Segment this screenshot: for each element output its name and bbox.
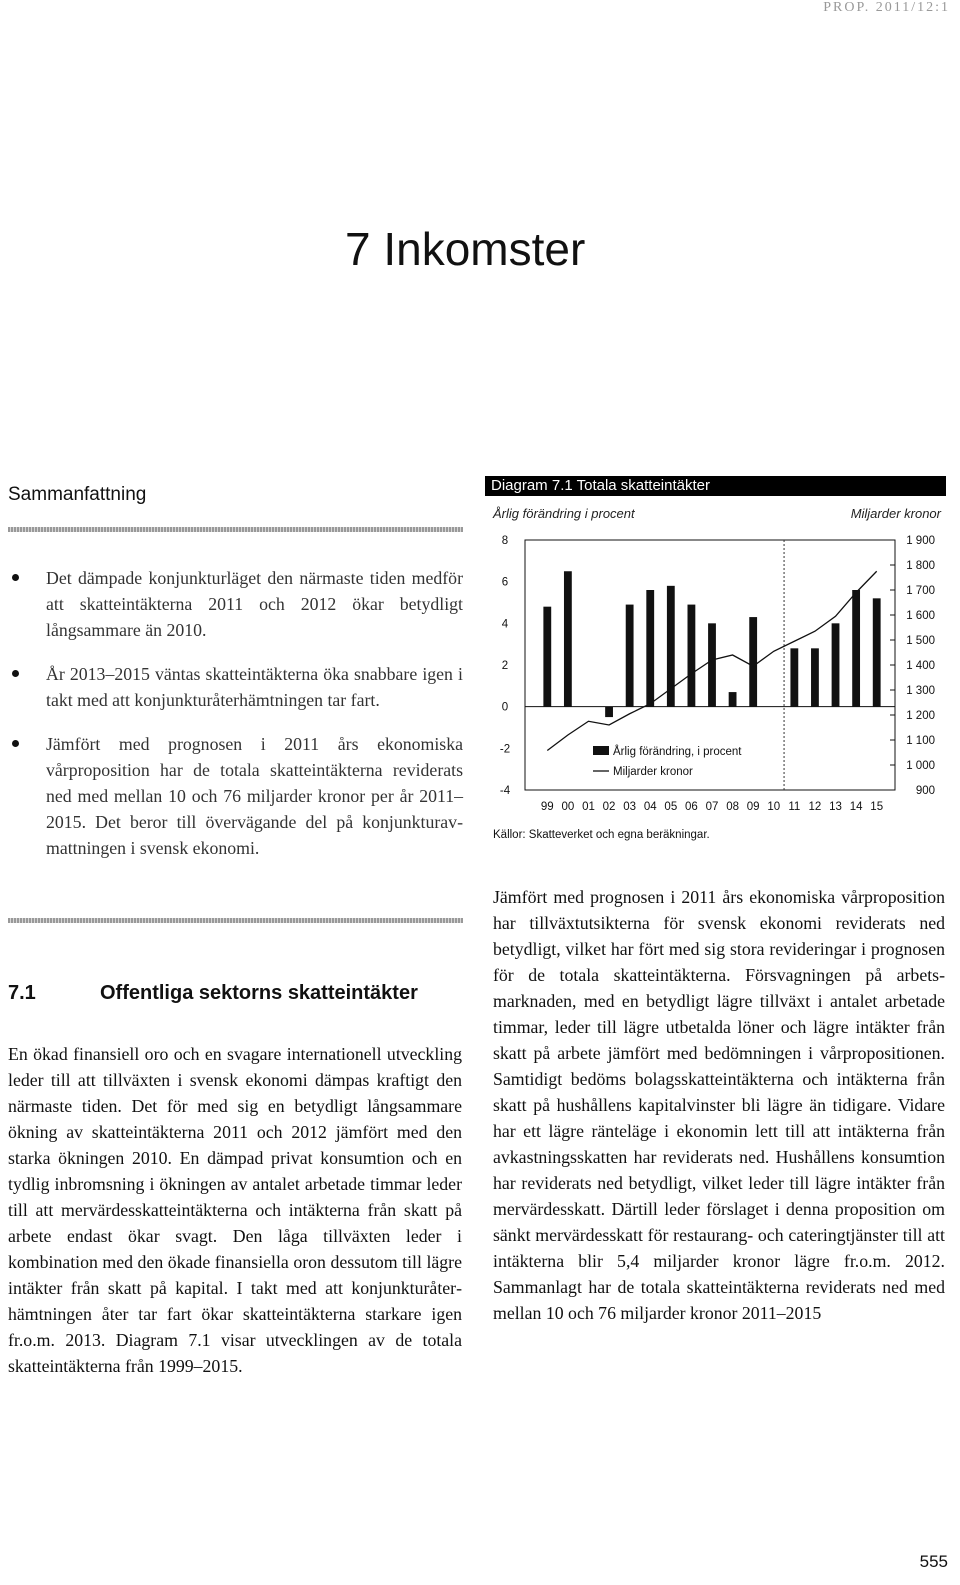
x-tick-label: 07 (705, 801, 719, 813)
right-tick-label: 1 400 (906, 660, 935, 672)
section-title: Offentliga sektorns skatteintäkter (100, 982, 418, 1004)
summary-bullet-list (8, 565, 463, 879)
chapter-title: 7 Inkomster (345, 223, 586, 275)
x-tick-label: 04 (643, 801, 657, 813)
x-tick-label: 14 (849, 801, 863, 813)
x-tick-label: 01 (582, 801, 595, 813)
right-tick-label: 1 700 (906, 585, 935, 597)
bar-annual-change (688, 605, 696, 707)
bar-annual-change (832, 623, 840, 706)
left-axis-label: Årlig förändring i procent (493, 506, 635, 521)
right-tick-label: 1 300 (906, 685, 935, 697)
legend-bar-swatch (593, 746, 609, 755)
x-tick-label: 11 (788, 801, 801, 813)
bar-annual-change (626, 605, 634, 707)
summary-top-rule (8, 527, 463, 532)
left-tick-label: 6 (501, 576, 509, 589)
summary-bottom-rule (8, 918, 463, 923)
legend-line-label: Miljarder kronor (613, 766, 693, 778)
x-tick-label: 08 (726, 801, 739, 813)
section-body-left: En ökad finansiell oro och en svagare internationell utveckling leder till att tillväxten i svensk ekonomi dämpas kraftigt den närmaste tiden. Det för med sig en betydligt långsammare ökning av skatteintäkterna 2011 och 2012 jämfört med den starka ökningen 2010. En dämpad privat konsumtion och en tydlig inbromsning i ökningen av antalet arbetade timmar leder till att mervärdesskatteintäkterna och intäkterna från skatt på arbete endast ökar svagt. Den låga tillväxten leder i kombination med den ökade finansiella oron dessutom till lägre intäkter från skatt på kapital. I takt med att konjunkturåterhämtningen åter tar fart ökar skatteintäkterna starkare igen fr.o.m. 2013. Diagram 7.1 visar utvecklingen av de totala skatteintäkterna från 1999–2015. (8, 1044, 462, 1376)
chart-source: Källor: Skatteverket och egna beräkningar. (493, 829, 710, 841)
left-tick-label: -2 (499, 743, 511, 756)
legend-bar-label: Årlig förändring, i procent (613, 746, 742, 758)
left-tick-label: 0 (501, 701, 509, 714)
right-tick-label: 1 100 (906, 735, 935, 747)
right-tick-label: 1 000 (906, 760, 935, 772)
bar-annual-change (811, 648, 819, 706)
x-tick-label: 09 (746, 801, 760, 813)
bar-annual-change (790, 648, 798, 706)
bar-annual-change (605, 707, 613, 717)
x-tick-label: 00 (561, 801, 575, 813)
right-tick-label: 1 600 (906, 610, 935, 622)
section-number: 7.1 (8, 982, 36, 1004)
bar-annual-change (708, 623, 716, 706)
page-number: 555 (919, 1552, 948, 1571)
x-tick-label: 03 (623, 801, 637, 813)
x-tick-label: 02 (602, 801, 616, 813)
right-tick-label: 1 200 (906, 710, 935, 722)
right-tick-label: 1 500 (906, 635, 935, 647)
summary-bullet: Jämfört med prognosen i 2011 års ekonomiska vårproposition har de totala skatteintäkterna reviderats ned med mellan 10 och 76 miljarder kronor per år 2011–2015. Det beror till övervägande del på konjunkturavmattningen i svensk ekonomi. (8, 731, 463, 861)
tax-revenue-chart (485, 498, 955, 850)
bar-annual-change (852, 590, 860, 707)
right-tick-label: 1 900 (906, 535, 935, 547)
x-tick-label: 15 (870, 801, 884, 813)
x-tick-label: 12 (808, 801, 822, 813)
document-reference: PROP. 2011/12:1 (823, 0, 950, 15)
bar-annual-change (729, 692, 737, 707)
bar-annual-change (749, 617, 757, 707)
summary-title: Sammanfattning (8, 484, 147, 505)
left-tick-label: 8 (501, 535, 509, 547)
right-tick-label: 900 (915, 785, 935, 797)
right-axis-label: Miljarder kronor (850, 506, 941, 521)
bar-annual-change (646, 590, 654, 707)
diagram-label: Diagram 7.1 Totala skatteintäkter (485, 476, 946, 496)
section-body-right: Jämfört med prognosen i 2011 års ekonomiska vårproposition har tillväxtutsikterna för svensk ekonomi reviderats ned betydligt, vilket har fört med sig stora revideringar i prognosen för de totala skatteintäkterna. Försvagningen på arbetsmarknaden, med en betydligt lägre tillväxt i antalet arbetade timmar, leder till lägre utbetalda löner och lägre intäkter från skatt på arbete jämfört med bedömningen i vårpropositionen. Samtidigt bedöms bolagsskatteintäkterna och intäkterna från skatt på hushållens kapitalvinster bli lägre än tidigare. Vidare har ett lägre ränteläge i ekonomin lett till att intäkterna från avkastningsskatten har reviderats ned. Hushållens konsumtion har reviderats ned betydligt, vilket leder till lägre intäkter från mervärdesskatt. Därtill leder förslaget i denna proposition om sänkt mervärdesskatt för restaurang- och cateringtjänster till att intäkterna blir 5,4 miljarder kronor lägre fr.o.m. 2012. Sammanlagt har de totala skatteintäkterna reviderats ned med mellan 10 och 76 miljarder kronor 2011–2015 (493, 887, 945, 1323)
left-tick-label: 4 (501, 618, 509, 631)
x-tick-label: 06 (685, 801, 698, 813)
left-tick-label: 2 (501, 660, 509, 672)
summary-bullet: Det dämpade konjunkturläget den närmaste tiden medför att skatteintäkterna 2011 och 2012 ökar betydligt långsammare än 2010. (8, 565, 463, 643)
right-tick-label: 1 800 (906, 560, 935, 572)
bar-annual-change (564, 571, 572, 706)
x-tick-label: 10 (767, 801, 781, 813)
x-tick-label: 13 (829, 801, 842, 813)
bar-annual-change (873, 598, 881, 706)
left-tick-label: -4 (499, 785, 511, 797)
summary-bullet: År 2013–2015 väntas skatteintäkterna öka snabbare igen i takt med att konjunkturåterhämtningen tar fart. (8, 661, 463, 713)
bar-annual-change (543, 607, 551, 707)
x-tick-label: 05 (664, 801, 678, 813)
x-tick-label: 99 (540, 801, 554, 813)
chart-legend (593, 745, 742, 778)
